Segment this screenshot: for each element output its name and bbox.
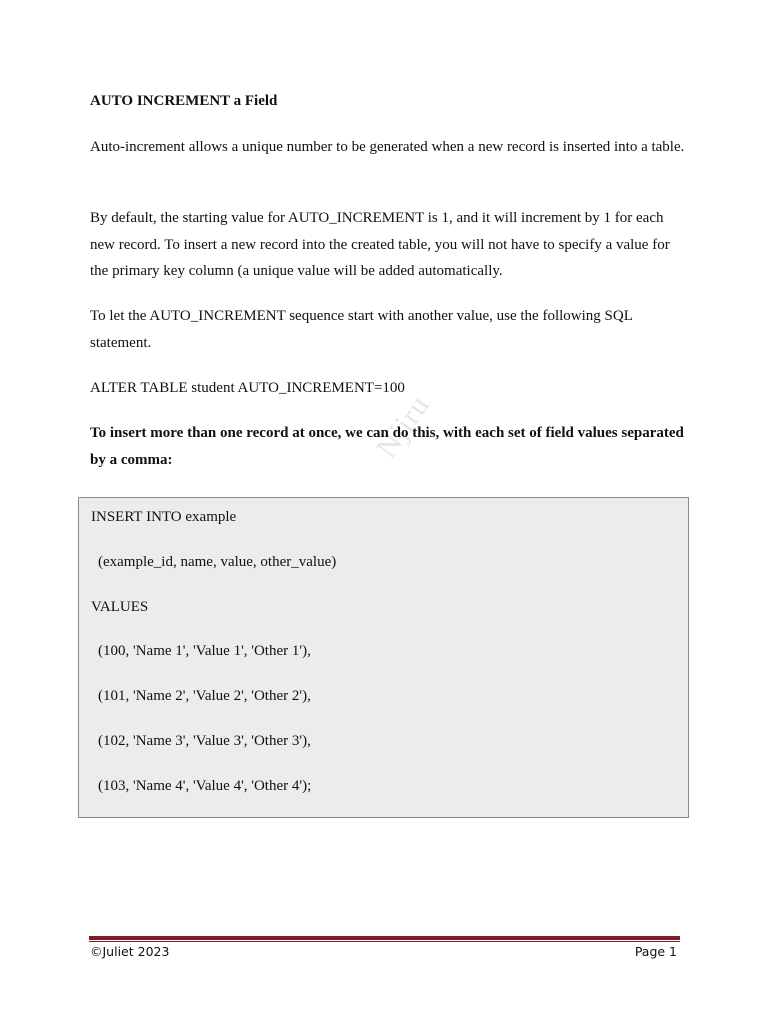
code-line: (103, 'Name 4', 'Value 4', 'Other 4'); — [98, 778, 312, 794]
footer-copyright: ©Juliet 2023 — [90, 944, 170, 959]
paragraph-intro: Auto-increment allows a unique number to be generated when a new record is inserted into a table. — [90, 139, 685, 155]
footer-rule-thin — [89, 941, 680, 942]
footer-page-number: Page 1 — [634, 944, 677, 959]
code-line: (101, 'Name 2', 'Value 2', 'Other 2'), — [98, 688, 311, 704]
paragraph-sequence-start: To let the AUTO_INCREMENT sequence start with another value, use the following SQL statement. — [90, 308, 633, 351]
code-line: (100, 'Name 1', 'Value 1', 'Other 1'), — [98, 643, 311, 659]
paragraph-multi-insert: To insert more than one record at once, we can do this, with each set of field values separated by a comma: — [90, 425, 684, 468]
code-line: INSERT INTO example — [91, 509, 237, 525]
code-line: (example_id, name, value, other_value) — [98, 554, 337, 570]
footer-rule — [89, 936, 680, 940]
section-heading: AUTO INCREMENT a Field — [90, 93, 278, 109]
sql-alter-statement: ALTER TABLE student AUTO_INCREMENT=100 — [90, 380, 405, 396]
watermark: Njiru — [370, 389, 437, 464]
code-line: VALUES — [91, 599, 149, 615]
code-block — [78, 497, 689, 818]
code-line: (102, 'Name 3', 'Value 3', 'Other 3'), — [98, 733, 311, 749]
paragraph-default-value: By default, the starting value for AUTO_INCREMENT is 1, and it will increment by 1 for each new record. To insert a new record into the created table, you will not have to specify a value for the primary key column (a unique value will be added automatically. — [90, 210, 670, 279]
